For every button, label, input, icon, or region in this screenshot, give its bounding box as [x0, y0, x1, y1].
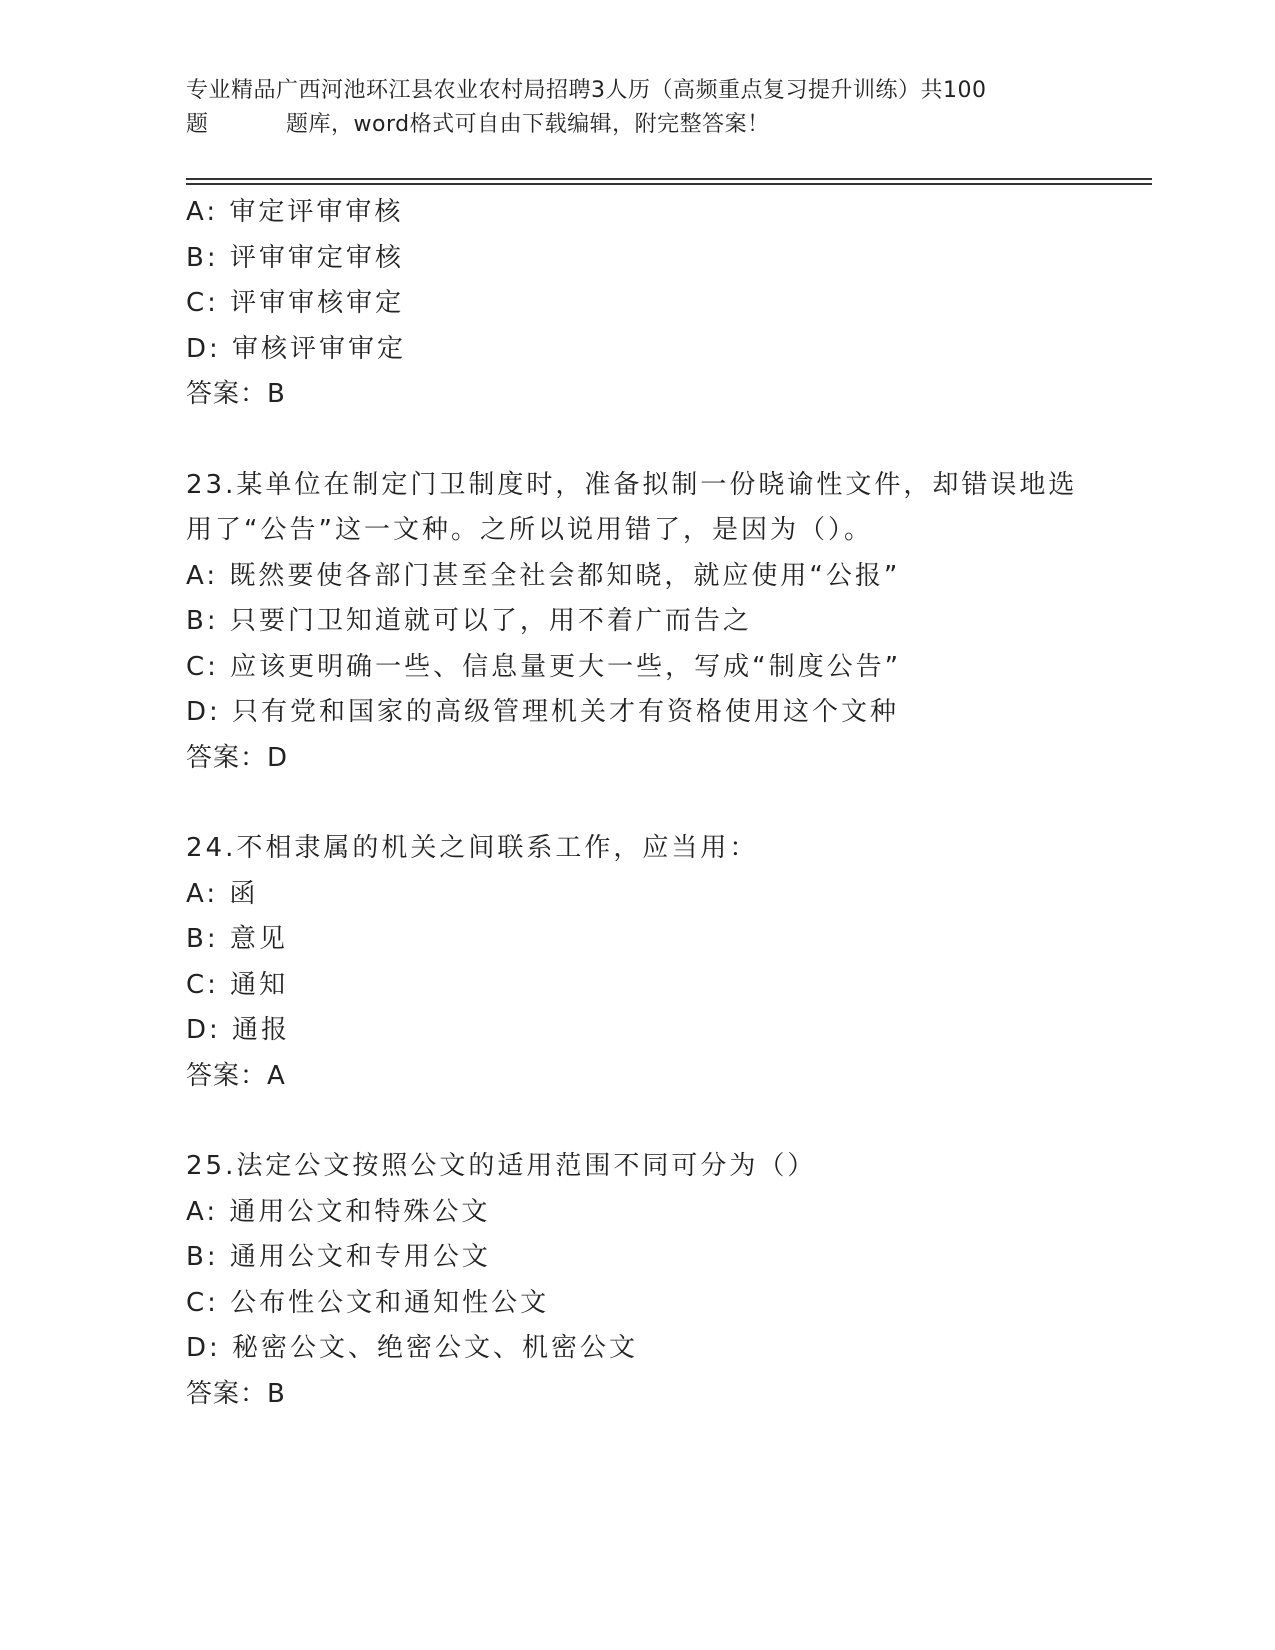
- question-25: [186, 1144, 1166, 1417]
- question-stem: 23.某单位在制定门卫制度时，准备拟制一份晓谕性文件，却错误地选: [186, 469, 1078, 500]
- question-stem: 24.不相隶属的机关之间联系工作，应当用：: [186, 833, 759, 863]
- answer: 答案：B: [186, 379, 286, 409]
- header-title-line1: 专业精品广西河池环江县农业农村局招聘3人历（高频重点复习提升训练）共100: [186, 78, 987, 103]
- question-content: [186, 190, 1166, 1417]
- spacer: [186, 1099, 1166, 1144]
- option-a: A: 函: [186, 878, 259, 909]
- header-title-label: 题: [186, 112, 209, 137]
- header-title-text: 题库，word格式可自由下载编辑，附完整答案！: [286, 112, 770, 137]
- question-22: [186, 190, 1166, 418]
- header-rule-top: [186, 178, 1152, 180]
- question-stem-continued: 用了“公告”这一文种。之所以说用错了，是因为（）。: [186, 515, 873, 545]
- option-c: C: 通知: [186, 969, 289, 1000]
- option-d: D: 通报: [186, 1015, 291, 1045]
- spacer: [186, 418, 1166, 463]
- option-b: B: 意见: [186, 924, 288, 954]
- spacer: [186, 781, 1166, 826]
- option-b: B: 评审审定审核: [186, 242, 404, 273]
- answer: 答案：B: [186, 1378, 286, 1409]
- question-stem: 25.法定公文按照公文的适用范围不同可分为（）: [186, 1151, 817, 1181]
- option-d: D: 审核评审审定: [186, 333, 407, 364]
- question-23: [186, 463, 1166, 782]
- option-d: D: 只有党和国家的高级管理机关才有资格使用这个文种: [186, 697, 900, 727]
- header-title-line2: [186, 108, 1086, 142]
- option-a: A: 审定评审审核: [186, 197, 404, 227]
- question-24: [186, 826, 1166, 1099]
- option-c: C: 应该更明确一些、信息量更大一些，写成“制度公告”: [186, 651, 902, 682]
- option-c: C: 评审审核审定: [186, 288, 405, 318]
- document-header: [186, 74, 1086, 142]
- header-rule-bottom: [186, 183, 1152, 185]
- answer: 答案：A: [186, 1060, 286, 1091]
- answer: 答案：D: [186, 742, 289, 773]
- option-b: B: 通用公文和专用公文: [186, 1242, 491, 1272]
- option-b: B: 只要门卫知道就可以了，用不着广而告之: [186, 606, 752, 636]
- option-a: A: 既然要使各部门甚至全社会都知晓，就应使用“公报”: [186, 560, 901, 591]
- option-d: D: 秘密公文、绝密公文、机密公文: [186, 1333, 639, 1363]
- option-a: A: 通用公文和特殊公文: [186, 1196, 491, 1227]
- option-c: C: 公布性公文和通知性公文: [186, 1287, 550, 1318]
